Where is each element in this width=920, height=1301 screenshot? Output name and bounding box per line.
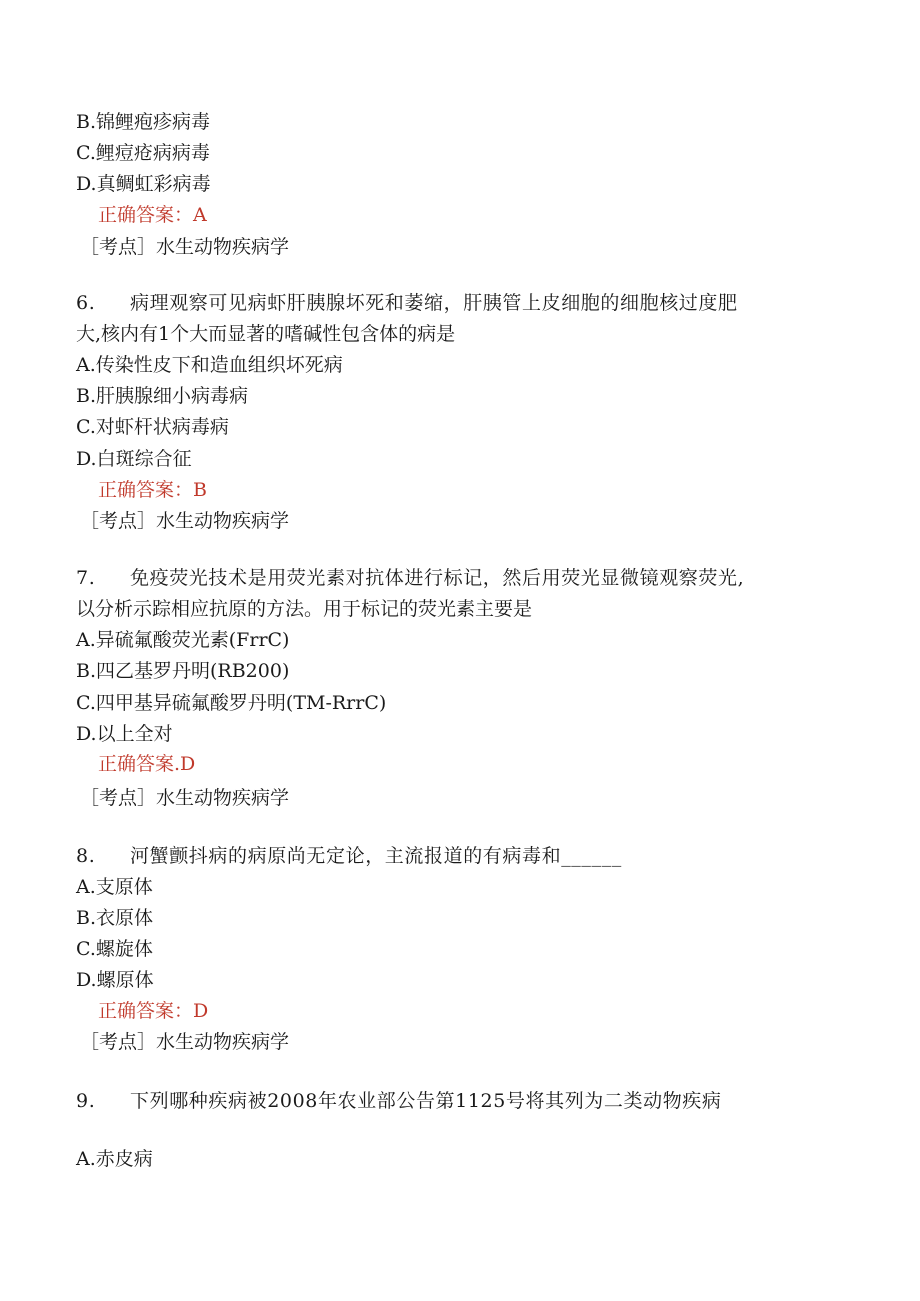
question-stem	[76, 1088, 722, 1114]
option-d: D.白斑综合征	[76, 448, 192, 470]
option-c: C.四甲基异硫氟酸罗丹明(TM-RrrC)	[76, 692, 387, 714]
question-stem-line1: 免疫荧光技术是用荧光素对抗体进行标记，然后用荧光显微镜观察荧光,	[130, 567, 745, 589]
option-b: B.四乙基罗丹明(RB200)	[76, 660, 290, 682]
option-a: A.支原体	[76, 876, 153, 898]
question-number: 8.	[76, 845, 96, 867]
option-d: D.螺原体	[76, 969, 154, 991]
option-a: A.传染性皮下和造血组织坏死病	[76, 354, 343, 376]
correct-answer: 正确答案：A	[98, 204, 207, 226]
exam-point: ［考点］水生动物疾病学	[80, 1031, 290, 1053]
question-stem-line2: 大,核内有1个大而显著的嗜碱性包含体的病是	[76, 323, 456, 345]
question-number: 7.	[76, 567, 96, 589]
question-number: 6.	[76, 292, 96, 314]
option-b: B.肝胰腺细小病毒病	[76, 385, 249, 407]
question-stem-line1: 河蟹颤抖病的病原尚无定论，主流报道的有病毒和______	[130, 845, 622, 867]
correct-answer: 正确答案：D	[98, 1000, 209, 1022]
question-number: 9.	[76, 1090, 96, 1112]
correct-answer: 正确答案.D	[98, 753, 196, 775]
option-c: C.对虾杆状病毒病	[76, 416, 229, 438]
option-b: B.锦鲤疱疹病毒	[76, 111, 211, 133]
question-stem	[76, 565, 744, 591]
exam-point: ［考点］水生动物疾病学	[80, 236, 290, 258]
option-a: A.赤皮病	[76, 1148, 153, 1170]
option-c: C.螺旋体	[76, 938, 153, 960]
question-stem-line2: 以分析示踪相应抗原的方法。用于标记的荧光素主要是	[76, 598, 533, 620]
correct-answer: 正确答案：B	[98, 479, 207, 501]
question-stem-line1: 下列哪种疾病被2008年农业部公告第1125号将其列为二类动物疾病	[130, 1090, 722, 1112]
option-b: B.衣原体	[76, 907, 154, 929]
question-stem	[76, 843, 622, 869]
option-c: C.鲤痘疮病病毒	[76, 142, 210, 164]
exam-point: ［考点］水生动物疾病学	[80, 510, 290, 532]
question-stem-line1: 病理观察可见病虾肝胰腺坏死和萎缩，肝胰管上皮细胞的细胞核过度肥	[130, 292, 738, 314]
option-d: D.以上全对	[76, 723, 173, 745]
question-stem	[76, 290, 738, 316]
option-a: A.异硫氟酸荧光素(FrrC)	[76, 629, 290, 651]
exam-point: ［考点］水生动物疾病学	[80, 787, 290, 809]
option-d: D.真鲷虹彩病毒	[76, 173, 211, 195]
